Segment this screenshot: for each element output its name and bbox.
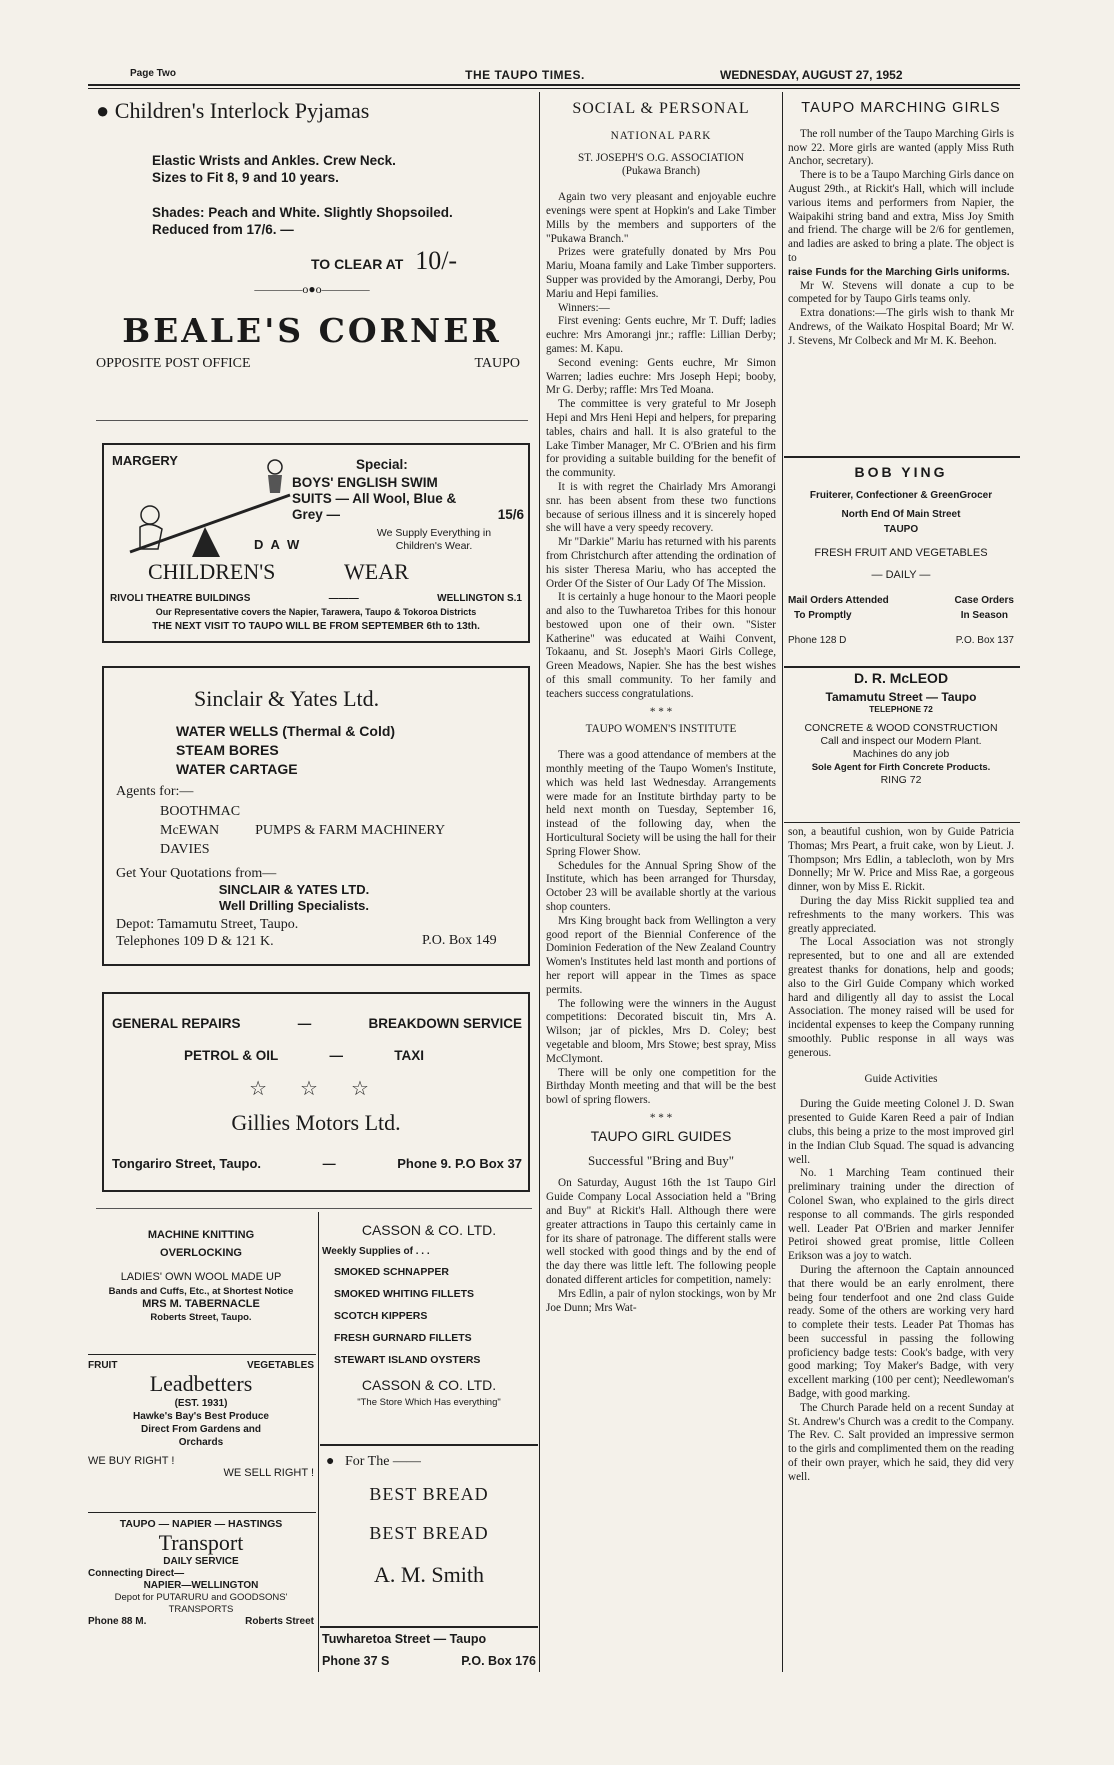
margery-supply-2: Children's Wear.: [395, 540, 473, 552]
by-mo: Mail Orders Attended: [788, 595, 889, 606]
casson-ad: [322, 1222, 536, 1408]
gillies-breakdown: BREAKDOWN SERVICE: [368, 1016, 522, 1031]
tr-nw: NAPIER—WELLINGTON: [143, 1580, 259, 1591]
marching-p2: There is to be a Taupo Marching Girls dance on August 29th., at Rickit's Hall, which will include various items and performers from Napier, the Waipakihi string band and extra, Miss Joy Smith and friend. The charge will be 2/6 for gentlemen, and ladies are asked to bring a plate. The object is to: [788, 169, 1014, 264]
sinclair-q2: Well Drilling Specialists.: [218, 898, 370, 913]
page-header: [130, 68, 980, 82]
tr-route: TAUPO — NAPIER — HASTINGS: [119, 1518, 283, 1530]
divider: [320, 1444, 538, 1446]
gillies-repairs: GENERAL REPAIRS: [112, 1016, 241, 1031]
gillies-name: Gillies Motors Ltd.: [231, 1110, 401, 1135]
social-p7: It is with regret the Chairlady Mrs Amorangi snr. has been absent from these two functions because of serious illness and it is sincerely hoped she will have a very speedy recovery.: [546, 480, 776, 535]
sinclair-depot: Depot: Tamamutu Street, Taupo.: [116, 917, 299, 932]
wi-p4: The following were the winners in the August competitions: Decorated biscuit tin, Mrs A. Wilson; jar of pickles, Mrs D. Coley; best vegetable and bloom, Mrs Stowe; best spray, Miss McClymont.: [546, 997, 776, 1065]
sinclair-line-2: STEAM BORES: [176, 742, 279, 758]
margery-wellington: WELLINGTON S.1: [437, 593, 522, 604]
marching-p4: Extra donations:—The girls wish to thank Mr Andrews, of the Waikato Hospital Board; Mr W. J. Stevens, Mr Colbeck and Mr M. K. Beehon.: [788, 307, 1014, 347]
beales-title: Children's Interlock Pyjamas: [114, 98, 370, 123]
header-rule-2: [88, 88, 1020, 89]
wi-p3: Mrs King brought back from Wellington a very good report of the Biennial Conference of the Dominion Federation of the New Zealand Country Women's Institutes held last month and portions of her report will appear in the Times as space permits.: [546, 914, 776, 996]
tr-conn: Connecting Direct—: [88, 1568, 185, 1579]
header-rule: [88, 84, 1020, 86]
mc-name: D. R. McLEOD: [853, 670, 949, 686]
tr-transports: TRANSPORTS: [168, 1604, 234, 1615]
social-heading: SOCIAL & PERSONAL: [572, 100, 750, 117]
casson-name-2: CASSON & CO. LTD.: [361, 1377, 497, 1393]
beales-line-4: Reduced from 17/6. —: [152, 222, 294, 237]
wi-p5: There will be only one competition for the Birthday Month meeting and that will be the best bowl of spring flowers.: [546, 1066, 776, 1107]
guides-heading: TAUPO GIRL GUIDES: [590, 1127, 732, 1144]
casson-item: STEWART ISLAND OYSTERS: [334, 1354, 481, 1366]
column-divider-1: [539, 92, 540, 1672]
page-number: Page Two: [130, 68, 176, 79]
ornament: ————o●o————: [254, 282, 370, 296]
by-is: In Season: [960, 610, 1008, 621]
divider: [784, 666, 1020, 668]
casson-slogan: "The Store Which Has everything": [357, 1397, 501, 1408]
sinclair-agent-3: DAVIES: [160, 842, 210, 857]
gillies-dash-3: —: [322, 1156, 336, 1171]
gc-p1: son, a beautiful cushion, won by Guide Patricia Thomas; Mrs Peart, a fruit cake, won by Lieut. J. Thompson; Mrs Edlin, a tablecloth, won by Mrs Donnelly; Mr W. Price and Miss Rae, a gorgeous dinner, won by Miss E. Rickit.: [788, 826, 1014, 894]
margery-supply-1: We Supply Everything in: [376, 527, 492, 539]
mc-l4: Sole Agent for Firth Concrete Products.: [811, 762, 991, 773]
tr-name: Transport: [158, 1530, 244, 1555]
smith-ad: [322, 1454, 536, 1588]
knitting-ad: [88, 1226, 314, 1324]
issue-date: WEDNESDAY, AUGUST 27, 1952: [720, 68, 903, 82]
divider: [96, 420, 528, 421]
divider: [320, 1626, 538, 1628]
margery-daw: D A W: [254, 537, 302, 552]
wi-p1: There was a good attendance of members at the monthly meeting of the Taupo Women's Institute, which was held last Wednesday. Arrangements were made for an Institute birthday party to be held next month on Tuesday, September 16, instead of the following day, when the Horticultural Society will be using the hall for their Spring Flower Show.: [546, 749, 776, 858]
mc-l5: RING 72: [880, 774, 922, 786]
sinclair-agent-2: McEWAN: [160, 823, 220, 838]
gillies-dash-2: —: [329, 1048, 343, 1063]
casson-item: SCOTCH KIPPERS: [334, 1310, 428, 1322]
gillies-motors-ad: [102, 992, 530, 1192]
margery-price: 15/6: [497, 507, 524, 522]
beales-corner-ad: [96, 98, 528, 408]
gillies-phone: Phone 9. P.O Box 37: [397, 1156, 522, 1171]
divider: [88, 1354, 316, 1355]
guides-subheading: Successful "Bring and Buy": [587, 1152, 734, 1168]
smith-forthe: [326, 1454, 536, 1470]
margery-children: CHILDREN'S: [148, 559, 276, 584]
divider: [784, 456, 1020, 458]
knitting-l4: Bands and Cuffs, Etc., at Shortest Notice: [108, 1286, 294, 1297]
knitting-l5: MRS M. TABERNACLE: [142, 1298, 260, 1310]
by-box: P.O. Box 137: [955, 635, 1014, 646]
sinclair-q1: SINCLAIR & YATES LTD.: [218, 882, 370, 897]
social-stars: * * *: [649, 705, 673, 718]
casson-item: SMOKED SCHNAPPER: [334, 1266, 449, 1278]
smith-box: P.O. Box 176: [461, 1654, 536, 1668]
tr-phone: Phone 88 M.: [88, 1616, 147, 1627]
sinclair-pobox: P.O. Box 149: [422, 933, 497, 948]
margery-next: THE NEXT VISIT TO TAUPO WILL BE FROM SEPTEMBER 6th to 13th.: [152, 621, 480, 632]
social-personal-column: [546, 98, 776, 1673]
knitting-l2: OVERLOCKING: [160, 1247, 242, 1259]
guides-p2: Mrs Edlin, a pair of nylon stockings, won by Mr Joe Dunn; Mrs Wat-: [546, 1287, 776, 1314]
beales-clear: TO CLEAR AT: [311, 256, 404, 272]
wi-p2: Schedules for the Annual Spring Show of the Institute, which has been arranged for Thursday, October 23 will be available shortly at the various shop counters.: [546, 859, 776, 914]
lb-l1: Hawke's Bay's Best Produce: [133, 1411, 269, 1422]
margery-wear: WEAR: [344, 559, 409, 584]
masthead: THE TAUPO TIMES.: [465, 68, 585, 82]
beales-opposite: OPPOSITE POST OFFICE: [96, 356, 251, 371]
social-p3: Winners:—: [558, 301, 610, 314]
marching-girls-column: [788, 98, 1014, 468]
margery-name: MARGERY: [112, 453, 178, 468]
social-branch: (Pukawa Branch): [622, 165, 700, 178]
smith-best-2: BEST BREAD: [369, 1523, 489, 1543]
star-icons: ☆ ☆ ☆: [249, 1078, 383, 1100]
by-l2: North End Of Main Street: [841, 509, 961, 520]
social-p2: Prizes were gratefully donated by Mrs Pou Mariu, Moana family and Lake Timber supporters. Supper was provided by the Amorangi, Derby, Pou Mariu and Hepi families.: [546, 246, 776, 300]
ga-p3: During the afternoon the Captain announced that there would be an early enrolment, there being four tenderfoot and one 2nd class Guide ready. Some of the others are working very hard to complete their tests. Leader Pat Thomas has been successful in passing the following proficiency badge tests: Cook's badge, with very good marking; Toy Maker's Badge, with very excellent marking (100 per cent); Needlewoman's Badge, with good marking.: [788, 1263, 1014, 1401]
mc-l1: CONCRETE & WOOD CONSTRUCTION: [804, 722, 998, 734]
sinclair-agent-1: BOOTHMAC: [160, 804, 241, 819]
marching-heading: TAUPO MARCHING GIRLS: [801, 100, 1001, 116]
margery-boys-1: BOYS' ENGLISH SWIM: [292, 475, 438, 490]
margery-ad: [102, 443, 530, 643]
transport-ad: [88, 1518, 314, 1627]
marching-p3: Mr W. Stevens will donate a cup to be competed for by Taupo Girls teams only.: [788, 279, 1014, 306]
social-p1: Again two very pleasant and enjoyable euchre evenings were spent at Hopkin's and Lake Timber Mills by the members and supporters of the "Pukawa Branch.": [546, 191, 776, 245]
knitting-l1: MACHINE KNITTING: [147, 1229, 255, 1241]
lb-est: (EST. 1931): [174, 1398, 228, 1409]
margery-boys-2: SUITS — All Wool, Blue &: [292, 491, 457, 506]
by-phone: Phone 128 D: [788, 635, 847, 646]
lb-sell: WE SELL RIGHT !: [223, 1467, 314, 1479]
ga-heading: Guide Activities: [864, 1072, 938, 1085]
beales-line-3: Shades: Peach and White. Slightly Shopsoiled.: [152, 205, 453, 220]
lb-veg: VEGETABLES: [246, 1360, 314, 1371]
social-stars-2: * * *: [649, 1111, 673, 1124]
by-tp: To Promptly: [794, 610, 852, 621]
tr-depot: Depot for PUTARURU and GOODSONS': [114, 1592, 288, 1603]
social-p5: Second evening: Gents euchre, Mr Simon Warren; ladies euchre: Mrs Joseph Hepi; booby, Mr G. Derby; raffle: Mrs Ted Moana.: [546, 356, 776, 397]
by-l5: — DAILY —: [871, 569, 931, 581]
by-l3: TAUPO: [883, 524, 919, 535]
bullet-icon: ●: [326, 1454, 335, 1469]
by-name: BOB YING: [854, 464, 948, 480]
beales-headline: ● Children's Interlock Pyjamas: [96, 98, 370, 123]
social-p6: The committee is very grateful to Mr Joseph Hepi and Mrs Heni Hepi and helpers, for preparing tables, chairs and hall. It is also grateful to the Lake Timber Manager, Mr C. O'Brien and his firm for providing a suitable building for the benefit of the community.: [546, 398, 776, 480]
mc-l3: Machines do any job: [852, 748, 950, 760]
smith-name: A. M. Smith: [373, 1562, 485, 1587]
tr-daily: DAILY SERVICE: [163, 1556, 239, 1567]
mcleod-ad: [788, 670, 1014, 787]
knitting-l6: Roberts Street, Taupo.: [150, 1312, 252, 1323]
social-p4: First evening: Gents euchre, Mr T. Duff; ladies euchre: Mrs Amorangi jnr.; raffle: Lillian Derby; games: M. Kapu.: [546, 315, 776, 355]
smith-forthe-text: For The ——: [344, 1454, 421, 1469]
tr-street: Roberts Street: [245, 1616, 314, 1627]
ga-p4: The Church Parade held on a recent Sunday at St. Andrew's Church was a credit to the Company. The Rev. C. Salt provided an impressive sermon to the girls and complimented them on the reading of their own prayer, which he said, they did very well.: [788, 1401, 1014, 1483]
marching-p2b: raise Funds for the Marching Girls uniforms.: [788, 265, 1010, 278]
by-l1: Fruiterer, Confectioner & GreenGrocer: [809, 490, 993, 501]
sinclair-quote: Get Your Quotations from—: [116, 866, 277, 881]
sinclair-agents: Agents for:—: [116, 784, 194, 799]
by-co: Case Orders: [954, 595, 1014, 606]
divider: [784, 822, 1020, 823]
sinclair-line-3: WATER CARTAGE: [176, 761, 298, 777]
lb-fruit: FRUIT: [88, 1360, 118, 1371]
margery-dash: ———: [328, 593, 359, 604]
lb-name: Leadbetters: [149, 1371, 253, 1396]
sinclair-line-1: WATER WELLS (Thermal & Cold): [176, 723, 396, 739]
smith-contact: [322, 1654, 536, 1668]
ga-p1: During the Guide meeting Colonel J. D. Swan presented to Guide Karen Reed a pair of Indian clubs, this being a prize to the most improved girl in the Indian Club Squad. The squad is advancing well.: [788, 1098, 1014, 1166]
beales-name: BEALE'S CORNER: [122, 311, 502, 350]
bob-ying-ad: [788, 462, 1014, 646]
casson-list: [334, 1261, 536, 1371]
sinclair-name: Sinclair & Yates Ltd.: [194, 686, 380, 711]
casson-item: SMOKED WHITING FILLETS: [334, 1288, 474, 1300]
guides-p1: On Saturday, August 16th the 1st Taupo Girl Guide Company Local Association held a "Bring and Buy" at Rickit's Hall. Although there were greater attractions in Taupo this certainly came in for its share of patronage. The different stalls were well stocked with good things and by the end of the day there was little left. The following people donated different articles for competition, namely:: [546, 1177, 776, 1286]
beales-line-1: Elastic Wrists and Ankles. Crew Neck.: [152, 153, 396, 168]
ad-divider: [318, 1212, 319, 1672]
gillies-taxi: TAXI: [394, 1048, 424, 1063]
gillies-street: Tongariro Street, Taupo.: [112, 1156, 262, 1171]
mc-street: Tamamutu Street — Taupo: [825, 690, 977, 704]
guides-continued-column: [788, 826, 1014, 1674]
beales-town: TAUPO: [474, 356, 520, 371]
gc-p2: During the day Miss Rickit supplied tea and refreshments to the many workers. This was greatly appreciated.: [788, 894, 1014, 935]
smith-phone: Phone 37 S: [322, 1654, 390, 1668]
social-assoc: ST. JOSEPH'S O.G. ASSOCIATION: [578, 151, 744, 164]
social-p8: Mr "Darkie" Mariu has returned with his parents from Christchurch after attending the ordination of his sister Theresa Mariu, who has accepted the Order Of the Sister of Our Lady Of The Mission.: [546, 536, 776, 590]
marching-p1: The roll number of the Taupo Marching Girls is now 22. More girls are wanted (apply Miss Ruth Anchor, secretary).: [788, 127, 1014, 168]
smith-best-1: BEST BREAD: [369, 1484, 489, 1504]
margery-rep: Our Representative covers the Napier, Tarawera, Taupo & Tokoroa Districts: [155, 607, 477, 617]
column-divider-2: [782, 92, 783, 1672]
lb-l3: Orchards: [178, 1437, 224, 1448]
margery-rivoli: RIVOLI THEATRE BUILDINGS: [110, 593, 251, 604]
casson-name: CASSON & CO. LTD.: [361, 1222, 497, 1238]
mc-tel: TELEPHONE 72: [869, 704, 933, 714]
margery-special: Special:: [356, 457, 408, 472]
casson-weekly: Weekly Supplies of . . .: [322, 1246, 430, 1257]
margery-boys-3: Grey —: [292, 507, 341, 522]
by-l4: FRESH FRUIT AND VEGETABLES: [814, 547, 988, 559]
sinclair-pumps: PUMPS & FARM MACHINERY: [255, 823, 446, 838]
sinclair-yates-ad: [102, 666, 530, 966]
social-p9: It is certainly a huge honour to the Maori people and also to the Tuwharetoa Tribes for this honour bestowed upon one of their own. "Sister Katherine" was educated at Waihi Convent, Tokaanu, and St. Joseph's Maori Girls College, Green Meadows, Napier. She has the best wishes of this small community. To her family and teachers success congratulations.: [546, 591, 776, 700]
social-np: NATIONAL PARK: [610, 129, 712, 142]
lb-buy: WE BUY RIGHT !: [88, 1455, 175, 1467]
knitting-l3: LADIES' OWN WOOL MADE UP: [120, 1271, 282, 1283]
gillies-dash-1: —: [297, 1016, 312, 1031]
divider: [88, 1512, 316, 1513]
gillies-petrol: PETROL & OIL: [184, 1048, 279, 1063]
ga-p2: No. 1 Marching Team continued their preliminary training under the direction of Colonel Swan, who explained to the girls direct response to all commands. The girls responded well. Leader Pat O'Brien and marker Jennifer Petiroi showed great promise, little Colleen Erikson was a joy to watch.: [788, 1167, 1014, 1263]
mc-l2: Call and inspect our Modern Plant.: [820, 735, 982, 747]
divider: [96, 1208, 532, 1209]
lb-l2: Direct From Gardens and: [140, 1424, 262, 1435]
smith-street: Tuwharetoa Street — Taupo: [322, 1632, 487, 1646]
beales-line-2: Sizes to Fit 8, 9 and 10 years.: [152, 170, 339, 185]
sinclair-tel: Telephones 109 D & 121 K.: [116, 934, 274, 949]
leadbetters-ad: [88, 1360, 314, 1479]
gc-p3: The Local Association was not strongly represented, but to one and all are extended greatest thanks for donations, help and goods; also to the Girl Guide Company which worked hard and diligently all day to assist the Local Association. The money raised will be used for incidental expenses to keep the Company running smoothly. Public response in all ways was generous.: [788, 936, 1014, 1059]
beales-price: 10/-: [415, 246, 458, 275]
casson-item: FRESH GURNARD FILLETS: [334, 1332, 472, 1344]
wi-heading: TAUPO WOMEN'S INSTITUTE: [585, 723, 737, 736]
